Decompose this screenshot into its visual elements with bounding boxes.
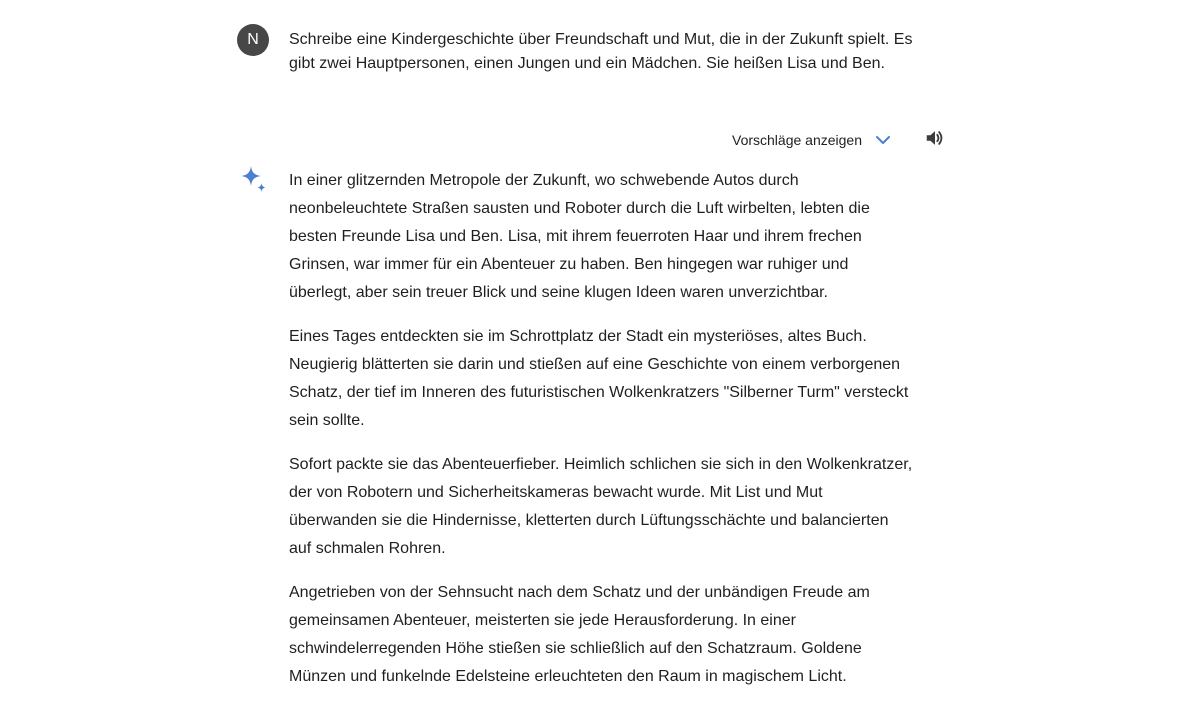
response-paragraph-3: Sofort packte sie das Abenteuerfieber. Heimlich schlichen sie sich in den Wolkenkratzer, der von Robotern und Sicherheitskameras bewacht wurde. Mit List und Mut überwanden sie die Hindernisse, kletterten durch Lüftungsschächte und balancierten auf schmalen Rohren.	[289, 456, 913, 557]
show-suggestions-label: Vorschläge anzeigen	[732, 132, 862, 148]
show-suggestions-button[interactable]	[732, 128, 892, 152]
read-aloud-button[interactable]	[923, 128, 947, 152]
speaker-icon	[924, 127, 946, 154]
user-prompt-text: Schreibe eine Kindergeschichte über Freundschaft und Mut, die in der Zukunft spielt. Es gibt zwei Hauptpersonen, einen Jungen und ein Mädchen. Sie heißen Lisa und Ben.	[289, 31, 913, 72]
response-paragraph-1: In einer glitzernden Metropole der Zukunft, wo schwebende Autos durch neonbeleuchtete Straßen sausten und Roboter durch die Luft wirbelten, lebten die besten Freunde Lisa und Ben. Lisa, mit ihrem feuerroten Haar und ihrem frechen Grinsen, war immer für ein Abenteuer zu haben. Ben hingegen war ruhiger und überlegt, aber sein treuer Blick und seine klugen Ideen waren unverzichtbar.	[289, 172, 870, 301]
user-avatar: N	[237, 24, 269, 56]
chevron-down-icon	[874, 131, 892, 149]
sparkle-icon	[238, 165, 268, 195]
response-paragraph-2: Eines Tages entdeckten sie im Schrottplatz der Stadt ein mysteriöses, altes Buch. Neugierig blätterten sie darin und stießen auf eine Geschichte von einem verborgenen Schatz, der tief im Inneren des futuristischen Wolkenkratzers "Silberner Turm" versteckt sein sollte.	[289, 328, 909, 429]
model-response	[289, 167, 914, 705]
response-paragraph-4: Angetrieben von der Sehnsucht nach dem Schatz und der unbändigen Freude am gemeinsamen Abenteuer, meisterten sie jede Herausforderung. In einer schwindelerregenden Höhe stießen sie schließlich auf den Schatzraum. Goldene Münzen und funkelnde Edelsteine erleuchteten den Raum in magischem Licht.	[289, 584, 870, 685]
